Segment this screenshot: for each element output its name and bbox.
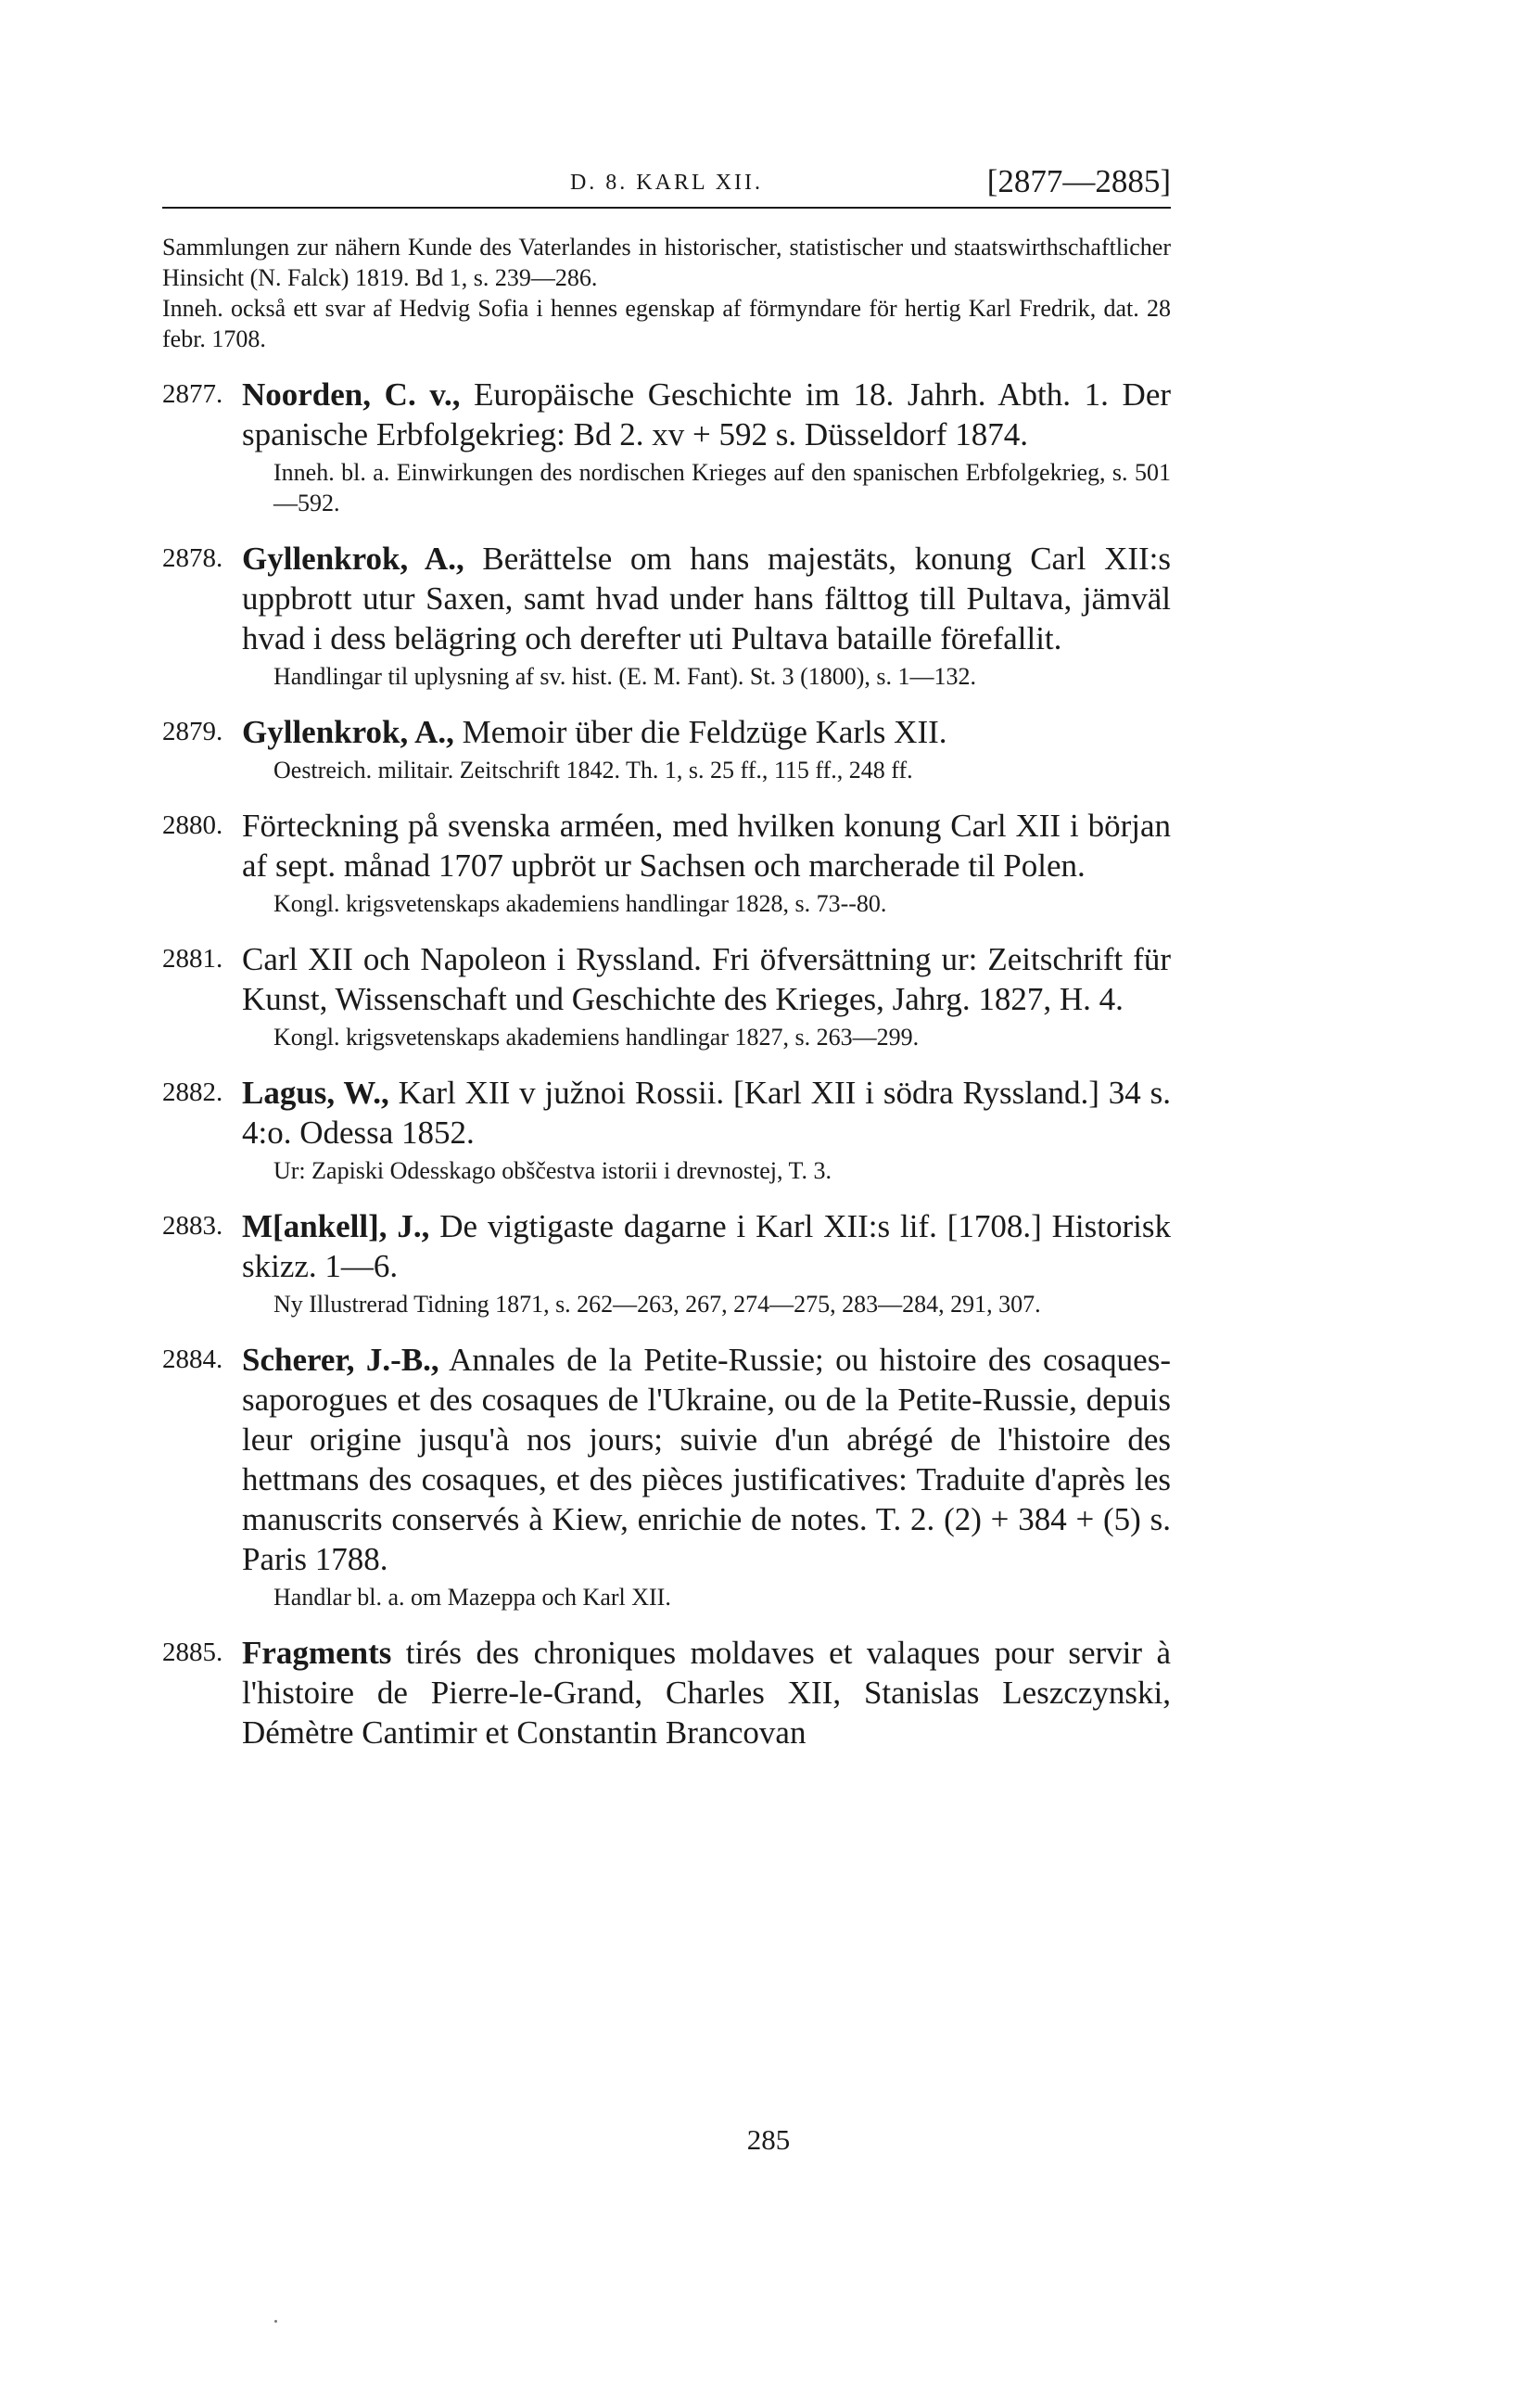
page-number: 285 — [746, 2123, 791, 2156]
entry-citation — [242, 1633, 1171, 1752]
entry-number: 2881. — [162, 944, 223, 974]
entry-body — [242, 806, 1171, 919]
running-head — [162, 163, 1171, 204]
bibliography-entry-2877 — [162, 375, 1171, 518]
entry-citation — [242, 1206, 1171, 1286]
entry-note: Oestreich. militair. Zeitschrift 1842. Th. 1, s. 25 ff., 115 ff., 248 ff. — [273, 757, 913, 784]
entry-note: Handlingar til uplysning af sv. hist. (E. M. Fant). St. 3 (1800), s. 1—132. — [273, 663, 977, 690]
entry-number: 2877. — [162, 379, 223, 409]
entry-number: 2878. — [162, 543, 223, 573]
entry-title: tirés des chroniques moldaves et valaques pour servir à l'histoire de Pierre-le-Grand, Charles XII, Stanislas Leszczynski, Démètre Cantimir et Constantin Brancovan — [242, 1635, 1171, 1751]
entry-body — [242, 1073, 1171, 1186]
entry-note: Inneh. bl. a. Einwirkungen des nordischen Krieges auf den spanischen Erbfolgekrieg, s. 501—592. — [273, 459, 1171, 516]
entry-number: 2883. — [162, 1211, 223, 1241]
entry-body — [242, 1206, 1171, 1319]
entry-citation — [242, 1340, 1171, 1579]
bibliography-entry-2879 — [162, 712, 1171, 785]
continued-note — [162, 232, 1171, 354]
entry-number: 2882. — [162, 1077, 223, 1107]
bibliography-entry-2878 — [162, 539, 1171, 692]
bibliography-entry-2883 — [162, 1206, 1171, 1319]
bibliography-entry-2884 — [162, 1340, 1171, 1612]
entry-citation — [242, 806, 1171, 885]
entry-note: Ur: Zapiski Odesskago obščestva istorii i drevnostej, T. 3. — [273, 1157, 832, 1184]
entry-range: [2877—2885] — [986, 163, 1171, 199]
entry-body — [242, 939, 1171, 1052]
entry-citation — [242, 375, 1171, 454]
entry-number: 2885. — [162, 1637, 223, 1667]
header-rule — [162, 207, 1171, 209]
entry-author: M[ankell], J., — [242, 1208, 430, 1244]
entry-number: 2880. — [162, 810, 223, 840]
entry-body — [242, 1340, 1171, 1612]
bibliography-entry-2882 — [162, 1073, 1171, 1186]
entry-citation — [242, 1073, 1171, 1153]
entry-body — [242, 712, 1171, 785]
entry-author: Lagus, W., — [242, 1075, 389, 1111]
entry-citation — [242, 939, 1171, 1019]
entry-author: Scherer, J.-B., — [242, 1342, 439, 1378]
entry-title: De vigtigaste dagarne i Karl XII:s lif. [1708.] Historisk skizz. 1—6. — [242, 1208, 1172, 1284]
entry-author: Fragments — [242, 1635, 392, 1671]
continued-note-line: Inneh. också ett svar af Hedvig Sofia i hennes egenskap af förmyndare för hertig Karl Fredrik, dat. 28 febr. 1708. — [162, 295, 1171, 352]
entry-author: Noorden, C. v., — [242, 376, 461, 413]
entry-note: Handlar bl. a. om Mazeppa och Karl XII. — [273, 1584, 671, 1611]
bibliography-entry-2885 — [162, 1633, 1171, 1752]
entry-body — [242, 375, 1171, 518]
entry-title: Karl XII v južnoi Rossii. [Karl XII i södra Ryssland.] 34 s. 4:o. Odessa 1852. — [242, 1075, 1172, 1151]
running-head-title: D. 8. KARL XII. — [569, 171, 764, 195]
page-body — [162, 232, 1171, 1752]
entry-title: Memoir über die Feldzüge Karls XII. — [462, 714, 947, 750]
entry-title: Europäische Geschichte im 18. Jahrh. Abth. 1. Der spanische Erbfolgekrieg: Bd 2. xv + 592 s. Düsseldorf 1874. — [242, 376, 1172, 452]
entry-title: Annales de la Petite-Russie; ou histoire des cosaques-saporogues et des cosaques de l'Ukraine, ou de la Petite-Russie, depuis leur origine jusqu'à nos jours; suivie d'un abrégé de l'histoire des hettmans des cosaques, et des pièces justificatives: Traduite d'après les manuscrits conservés à Kiew, enrichie de notes. T. 2. (2) + 384 + (5) s. Paris 1788. — [242, 1342, 1171, 1577]
bibliography-entry-2880 — [162, 806, 1171, 919]
entry-body — [242, 1633, 1171, 1752]
entry-author: Gyllenkrok, A., — [242, 714, 454, 750]
entry-author: Gyllenkrok, A., — [242, 541, 464, 577]
entry-body — [242, 539, 1171, 692]
entry-title: Carl XII och Napoleon i Ryssland. Fri öfversättning ur: Zeitschrift für Kunst, Wissenschaft und Geschichte des Krieges, Jahrg. 1827, H. 4. — [242, 941, 1171, 1017]
entry-number: 2879. — [162, 717, 223, 746]
entry-title: Förteckning på svenska arméen, med hvilken konung Carl XII i början af sept. månad 1707 upbröt ur Sachsen och marcherade til Polen. — [242, 808, 1171, 884]
entry-citation — [242, 712, 1171, 752]
entry-note: Kongl. krigsvetenskaps akademiens handlingar 1828, s. 73--80. — [273, 890, 887, 917]
continued-note-line: Sammlungen zur nähern Kunde des Vaterlandes in historischer, statistischer und staatswirthschaftlicher Hinsicht (N. Falck) 1819. Bd 1, s. 239—286. — [162, 234, 1171, 291]
entry-note: Kongl. krigsvetenskaps akademiens handlingar 1827, s. 263—299. — [273, 1024, 920, 1051]
entry-note: Ny Illustrerad Tidning 1871, s. 262—263, 267, 274—275, 283—284, 291, 307. — [273, 1291, 1041, 1318]
entry-number: 2884. — [162, 1344, 223, 1374]
bibliography-entry-2881 — [162, 939, 1171, 1052]
paper-speck — [274, 2320, 277, 2323]
entry-title: Berättelse om hans majestäts, konung Carl XII:s uppbrott utur Saxen, samt hvad under hans fälttog till Pultava, jämväl hvad i dess belägring och derefter uti Pultava bataille förefallit. — [242, 541, 1172, 656]
entry-citation — [242, 539, 1171, 658]
